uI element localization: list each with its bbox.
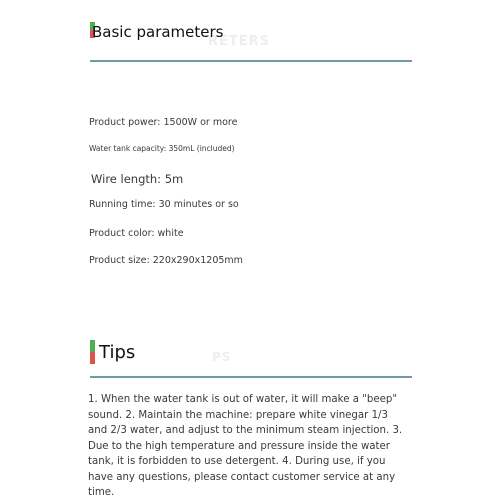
param-power: Product power: 1500W or more [89,117,238,128]
section-watermark: RETERS [208,34,271,49]
param-wire-length: Wire length: 5m [91,172,184,186]
param-running-time: Running time: 30 minutes or so [89,199,239,210]
tips-text: 1. When the water tank is out of water, it will make a "beep" sound. 2. Maintain the machine: prepare white vinegar 1/3 and 2/3 water, and adjust to the minimum steam injection. 3. Due to the high temperature and pressure inside the water tank, it is forbidden to use detergent. 4. During use, if you have any questions, please contact customer service at any time. [88,394,403,498]
section-divider [90,376,412,378]
section-watermark: PS [212,350,232,364]
section-flag-icon [90,340,95,364]
section-divider [90,60,412,62]
param-tank-capacity: Water tank capacity: 350mL (included) [89,144,235,153]
param-color: Product color: white [89,228,184,239]
section-title: Tips [99,342,136,363]
param-size: Product size: 220x290x1205mm [89,255,243,266]
section-title: Basic parameters [92,23,224,41]
